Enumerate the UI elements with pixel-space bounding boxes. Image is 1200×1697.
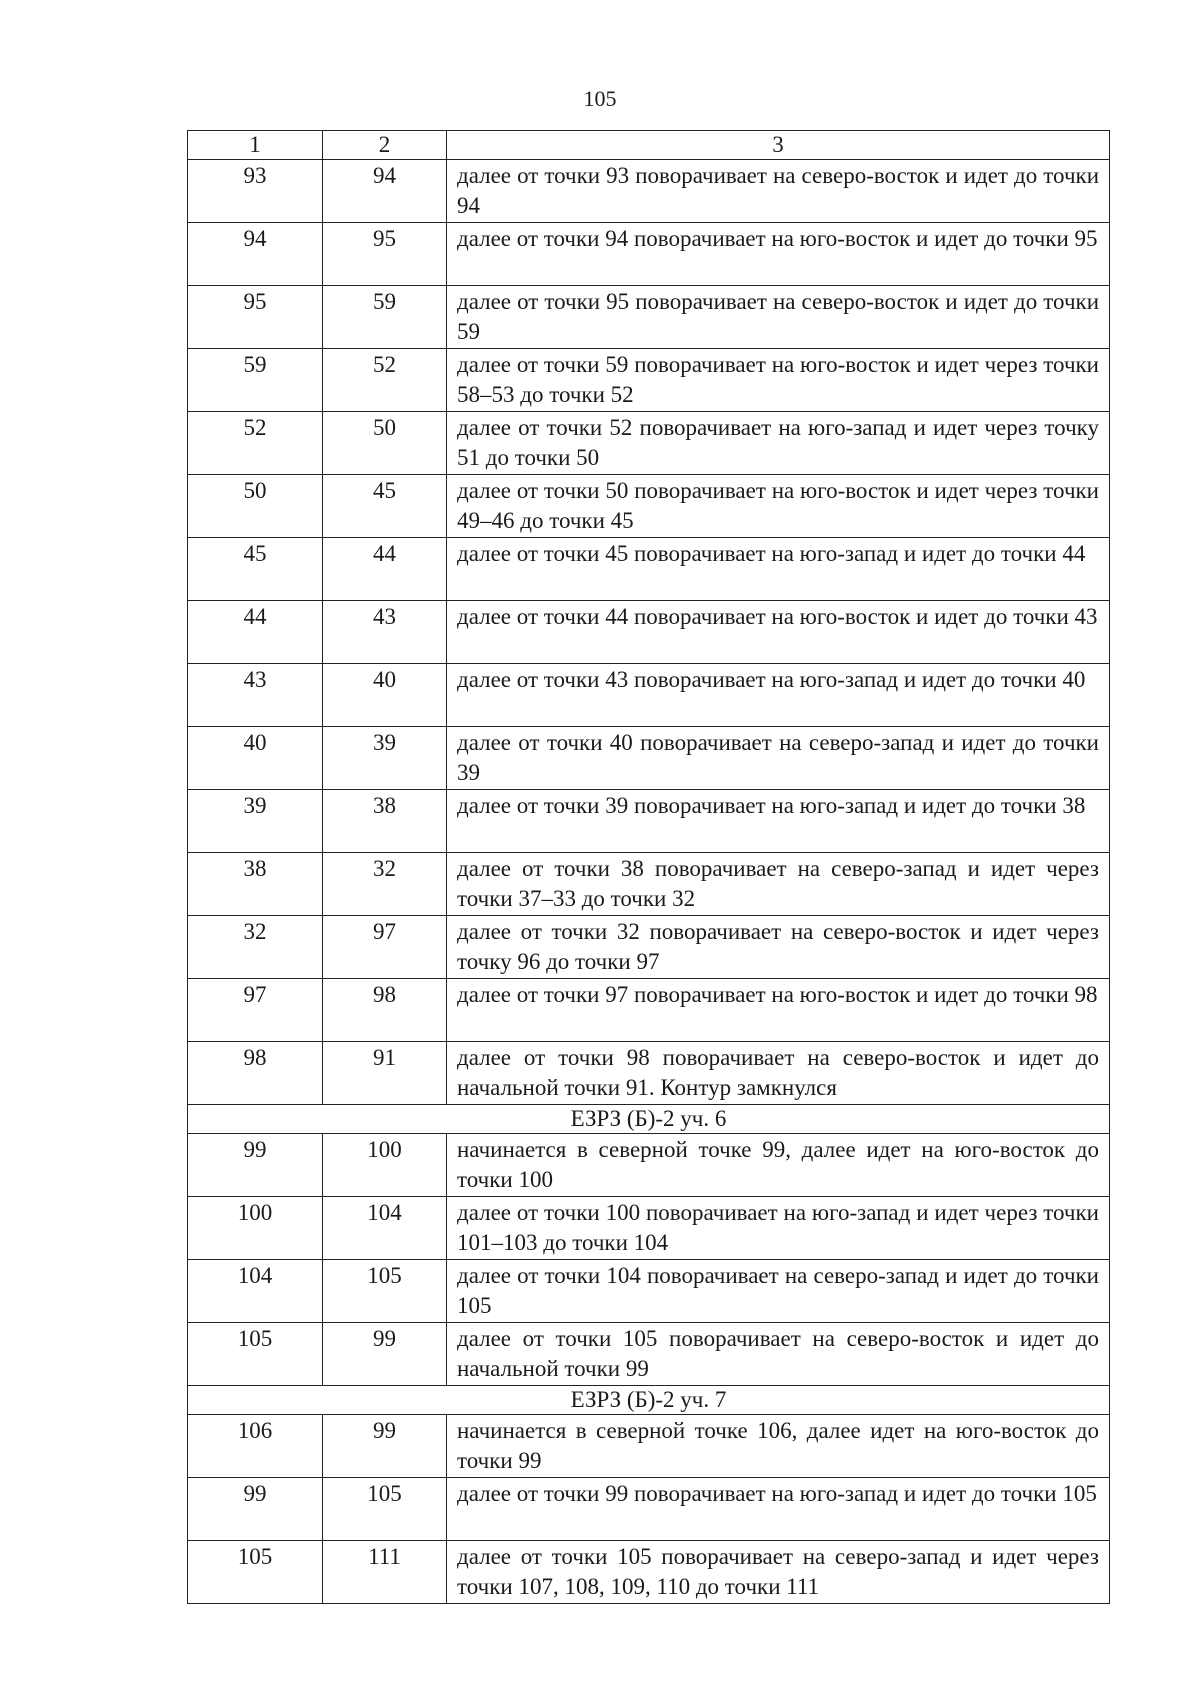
description-cell bbox=[447, 853, 1110, 916]
description-cell bbox=[447, 790, 1110, 853]
from-point-cell: 45 bbox=[188, 538, 323, 601]
to-point-cell: 105 bbox=[323, 1478, 447, 1541]
description-text: далее от точки 104 поворачивает на северо-запад и идет до точки 105 bbox=[457, 1263, 1099, 1318]
page-number: 105 bbox=[583, 86, 617, 111]
column-header-1: 1 bbox=[188, 131, 323, 160]
from-point-cell: 44 bbox=[188, 601, 323, 664]
description-text: далее от точки 45 поворачивает на юго-запад и идет до точки 44 bbox=[457, 541, 1086, 566]
table-row bbox=[188, 475, 1110, 538]
to-point-cell: 98 bbox=[323, 979, 447, 1042]
from-point-cell: 32 bbox=[188, 916, 323, 979]
description-text: далее от точки 98 поворачивает на северо-восток и идет до начальной точки 91. Контур замкнулся bbox=[457, 1045, 1099, 1100]
table-row bbox=[188, 349, 1110, 412]
description-text: далее от точки 38 поворачивает на северо-запад и идет через точки 37–33 до точки 32 bbox=[457, 856, 1099, 911]
to-point-cell: 40 bbox=[323, 664, 447, 727]
to-point-cell: 38 bbox=[323, 790, 447, 853]
to-point-cell: 99 bbox=[323, 1323, 447, 1386]
description-cell bbox=[447, 601, 1110, 664]
from-point-cell: 100 bbox=[188, 1197, 323, 1260]
to-point-cell: 97 bbox=[323, 916, 447, 979]
from-point-cell: 93 bbox=[188, 160, 323, 223]
section-heading: ЕЗРЗ (Б)-2 уч. 7 bbox=[188, 1386, 1110, 1415]
table-row bbox=[188, 1478, 1110, 1541]
description-text: далее от точки 93 поворачивает на северо-восток и идет до точки 94 bbox=[457, 163, 1099, 218]
description-cell bbox=[447, 664, 1110, 727]
description-cell bbox=[447, 1541, 1110, 1604]
description-text: начинается в северной точке 99, далее идет на юго-восток до точки 100 bbox=[457, 1137, 1099, 1192]
description-text: далее от точки 105 поворачивает на северо-запад и идет через точки 107, 108, 109, 110 до точки 111 bbox=[457, 1544, 1099, 1599]
description-cell bbox=[447, 916, 1110, 979]
table-row bbox=[188, 664, 1110, 727]
description-text: далее от точки 99 поворачивает на юго-запад и идет до точки 105 bbox=[457, 1481, 1097, 1506]
section-heading-row bbox=[188, 1386, 1110, 1415]
to-point-cell: 59 bbox=[323, 286, 447, 349]
to-point-cell: 95 bbox=[323, 223, 447, 286]
table-row bbox=[188, 601, 1110, 664]
table-row bbox=[188, 979, 1110, 1042]
table-row bbox=[188, 790, 1110, 853]
from-point-cell: 106 bbox=[188, 1415, 323, 1478]
description-text: далее от точки 50 поворачивает на юго-восток и идет через точки 49–46 до точки 45 bbox=[457, 478, 1099, 533]
table-row bbox=[188, 1323, 1110, 1386]
column-header-3: 3 bbox=[447, 131, 1110, 160]
table-row bbox=[188, 538, 1110, 601]
from-point-cell: 99 bbox=[188, 1478, 323, 1541]
from-point-cell: 50 bbox=[188, 475, 323, 538]
from-point-cell: 95 bbox=[188, 286, 323, 349]
column-header-2: 2 bbox=[323, 131, 447, 160]
description-text: далее от точки 105 поворачивает на северо-восток и идет до начальной точки 99 bbox=[457, 1326, 1099, 1381]
table-row bbox=[188, 916, 1110, 979]
description-cell bbox=[447, 1042, 1110, 1105]
to-point-cell: 91 bbox=[323, 1042, 447, 1105]
description-text: далее от точки 32 поворачивает на северо-восток и идет через точку 96 до точки 97 bbox=[457, 919, 1099, 974]
table-row bbox=[188, 1197, 1110, 1260]
description-cell bbox=[447, 412, 1110, 475]
table-row bbox=[188, 1042, 1110, 1105]
description-text: далее от точки 97 поворачивает на юго-восток и идет до точки 98 bbox=[457, 982, 1098, 1007]
to-point-cell: 111 bbox=[323, 1541, 447, 1604]
description-cell bbox=[447, 475, 1110, 538]
from-point-cell: 39 bbox=[188, 790, 323, 853]
description-text: начинается в северной точке 106, далее идет на юго-восток до точки 99 bbox=[457, 1418, 1099, 1473]
table-row bbox=[188, 1415, 1110, 1478]
from-point-cell: 97 bbox=[188, 979, 323, 1042]
from-point-cell: 40 bbox=[188, 727, 323, 790]
description-text: далее от точки 94 поворачивает на юго-восток и идет до точки 95 bbox=[457, 226, 1098, 251]
to-point-cell: 100 bbox=[323, 1134, 447, 1197]
from-point-cell: 38 bbox=[188, 853, 323, 916]
table-row bbox=[188, 1541, 1110, 1604]
section-heading-row bbox=[188, 1105, 1110, 1134]
table-body bbox=[188, 131, 1110, 1604]
boundary-description-table bbox=[187, 130, 1110, 1604]
description-cell bbox=[447, 160, 1110, 223]
description-cell bbox=[447, 979, 1110, 1042]
table-row bbox=[188, 412, 1110, 475]
from-point-cell: 104 bbox=[188, 1260, 323, 1323]
from-point-cell: 94 bbox=[188, 223, 323, 286]
to-point-cell: 52 bbox=[323, 349, 447, 412]
from-point-cell: 52 bbox=[188, 412, 323, 475]
table-row bbox=[188, 286, 1110, 349]
description-text: далее от точки 43 поворачивает на юго-запад и идет до точки 40 bbox=[457, 667, 1086, 692]
description-cell bbox=[447, 1478, 1110, 1541]
table-row bbox=[188, 160, 1110, 223]
description-cell bbox=[447, 538, 1110, 601]
description-cell bbox=[447, 1415, 1110, 1478]
description-cell bbox=[447, 1134, 1110, 1197]
description-text: далее от точки 100 поворачивает на юго-запад и идет через точки 101–103 до точки 104 bbox=[457, 1200, 1099, 1255]
description-text: далее от точки 39 поворачивает на юго-запад и идет до точки 38 bbox=[457, 793, 1086, 818]
description-text: далее от точки 95 поворачивает на северо-восток и идет до точки 59 bbox=[457, 289, 1099, 344]
to-point-cell: 50 bbox=[323, 412, 447, 475]
description-text: далее от точки 40 поворачивает на северо-запад и идет до точки 39 bbox=[457, 730, 1099, 785]
to-point-cell: 39 bbox=[323, 727, 447, 790]
description-cell bbox=[447, 727, 1110, 790]
to-point-cell: 45 bbox=[323, 475, 447, 538]
description-text: далее от точки 44 поворачивает на юго-восток и идет до точки 43 bbox=[457, 604, 1098, 629]
table-row bbox=[188, 727, 1110, 790]
description-cell bbox=[447, 1260, 1110, 1323]
section-heading: ЕЗРЗ (Б)-2 уч. 6 bbox=[188, 1105, 1110, 1134]
table-row bbox=[188, 223, 1110, 286]
description-text: далее от точки 52 поворачивает на юго-запад и идет через точку 51 до точки 50 bbox=[457, 415, 1099, 470]
to-point-cell: 99 bbox=[323, 1415, 447, 1478]
to-point-cell: 32 bbox=[323, 853, 447, 916]
from-point-cell: 105 bbox=[188, 1323, 323, 1386]
description-cell bbox=[447, 1197, 1110, 1260]
description-cell bbox=[447, 286, 1110, 349]
to-point-cell: 43 bbox=[323, 601, 447, 664]
to-point-cell: 44 bbox=[323, 538, 447, 601]
table-row bbox=[188, 853, 1110, 916]
table-row bbox=[188, 1260, 1110, 1323]
from-point-cell: 59 bbox=[188, 349, 323, 412]
from-point-cell: 99 bbox=[188, 1134, 323, 1197]
description-cell bbox=[447, 223, 1110, 286]
description-cell bbox=[447, 349, 1110, 412]
table-row bbox=[188, 1134, 1110, 1197]
table-header-row bbox=[188, 131, 1110, 160]
description-cell bbox=[447, 1323, 1110, 1386]
from-point-cell: 105 bbox=[188, 1541, 323, 1604]
from-point-cell: 43 bbox=[188, 664, 323, 727]
to-point-cell: 105 bbox=[323, 1260, 447, 1323]
description-text: далее от точки 59 поворачивает на юго-восток и идет через точки 58–53 до точки 52 bbox=[457, 352, 1099, 407]
from-point-cell: 98 bbox=[188, 1042, 323, 1105]
to-point-cell: 104 bbox=[323, 1197, 447, 1260]
to-point-cell: 94 bbox=[323, 160, 447, 223]
